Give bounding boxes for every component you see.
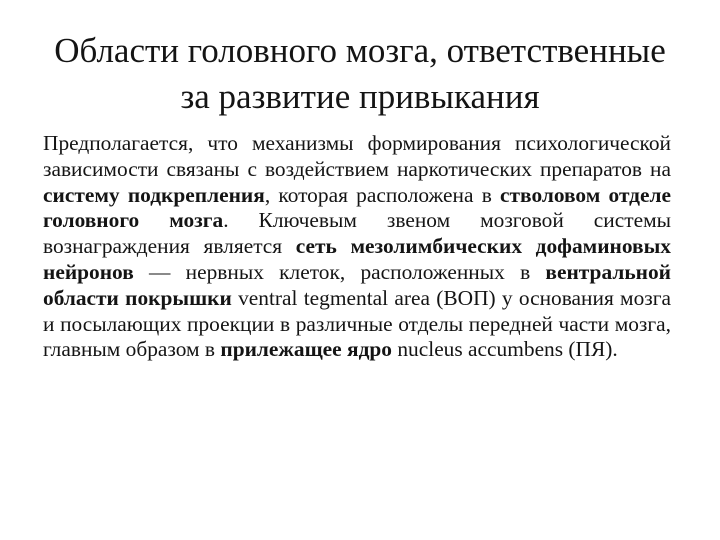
title-line-2: за развитие привыкания <box>180 77 540 116</box>
slide-title <box>0 28 720 120</box>
bold-term: систему подкрепления <box>43 182 265 207</box>
text-run: nucleus accumbens (ПЯ). <box>392 337 618 362</box>
bold-term: сеть мезолимбических дофаминовых нейронов <box>43 234 671 284</box>
text-run: Предполагается, что механизмы формирования психологической зависимости связаны с воздействием наркотических препаратов на <box>43 131 671 181</box>
bold-term: вентральной области покрышки <box>43 259 671 310</box>
title-line-1: Области головного мозга, ответственные <box>54 31 666 70</box>
text-run: , которая расположена в <box>264 182 501 207</box>
bold-term: прилежащее ядро <box>220 337 393 362</box>
text-run: — нервных клеток, расположенных в <box>133 259 546 284</box>
text-run: . Ключевым звеном мозговой системы вознаграждения является <box>43 208 671 259</box>
body-paragraph <box>43 131 671 363</box>
text-run: ventral tegmental area (ВОП) у основания мозга и посылающих проекции в различные отделы передней части мозга, главным образом в <box>43 285 671 362</box>
bold-term: стволовом отделе головного мозга <box>43 182 671 233</box>
